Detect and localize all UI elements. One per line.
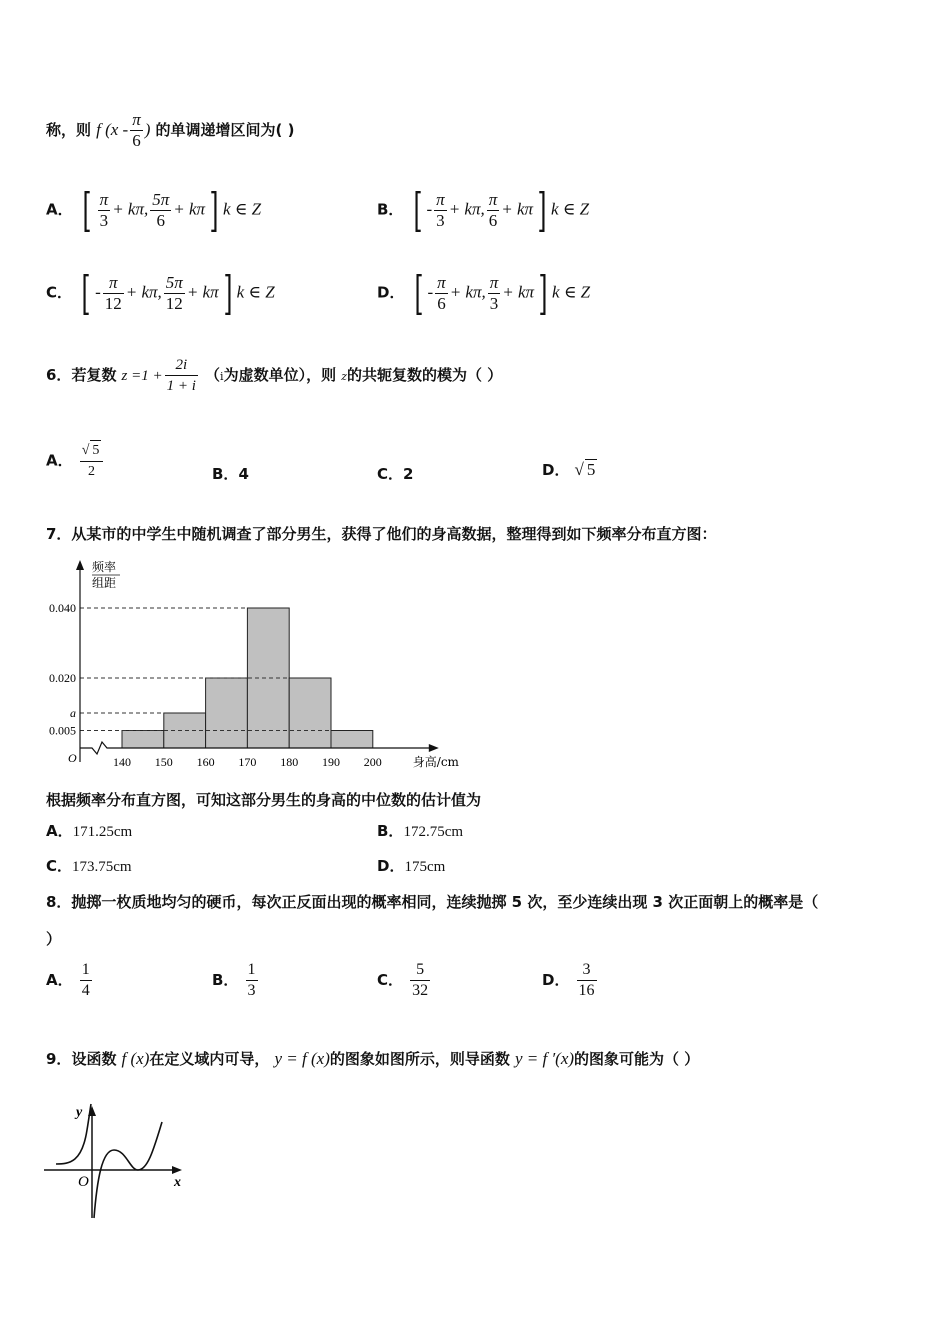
x-tick-label: 150: [154, 755, 173, 769]
histogram-bar: [206, 678, 248, 748]
q8-option-b[interactable]: B． $\frac{1}{3}$: [212, 961, 256, 999]
q6-option-d[interactable]: D． √ 5: [542, 460, 596, 479]
histogram-bar: [247, 608, 289, 748]
q5-option-b[interactable]: B． [ - $\frac{\pi}{3}$ + kπ, $\frac{\pi}{6}$ + kπ] k ∈ Z: [377, 183, 590, 237]
x-tick-label: 190: [322, 755, 340, 769]
q8-stem-line2: ）: [46, 930, 62, 948]
histogram-bar: [122, 731, 164, 749]
y-axis-label: y: [76, 1105, 83, 1120]
y-tick-label: 0.005: [49, 723, 76, 738]
q8-option-d[interactable]: D． $\frac{3}{16}$: [542, 961, 595, 999]
y-tick-label: 0.020: [49, 671, 76, 685]
q7-stem: 7．从某市的中学生中随机调查了部分男生，获得了他们的身高数据，整理得到如下频率分布直方图：: [46, 525, 717, 543]
q5-func-left: f (x -: [96, 120, 129, 139]
y-tick-label: 0.040: [49, 601, 76, 615]
histogram-chart: [38, 556, 478, 776]
x-axis-arrow-icon: [429, 744, 439, 752]
q6-option-a[interactable]: A． $\frac{√ 5}{2}$: [46, 440, 105, 482]
x-tick-label: 170: [238, 755, 257, 769]
x-tick-label: 160: [196, 755, 215, 769]
q6-option-c[interactable]: C．2: [377, 465, 414, 483]
x-axis-label: x: [174, 1175, 181, 1190]
q5-option-c[interactable]: C． [ - $\frac{\pi}{12}$ + kπ, $\frac{5\pi}{12}$ + kπ] k ∈ Z: [46, 266, 275, 320]
q8-option-a[interactable]: A． $\frac{1}{4}$: [46, 961, 90, 999]
function-graph: [40, 1100, 190, 1225]
origin-label: O: [68, 751, 77, 765]
q7-option-a[interactable]: A．171.25cm: [46, 822, 133, 840]
histogram-bar: [289, 678, 331, 748]
histogram-bar: [331, 731, 373, 749]
q7-option-c[interactable]: C．173.75cm: [46, 857, 132, 875]
q5-stem-prefix: 称，则: [46, 121, 92, 139]
origin-label: O: [78, 1174, 89, 1190]
curve-left-branch: [56, 1104, 91, 1164]
x-tick-label: 140: [113, 755, 131, 769]
q5-option-a[interactable]: A． [ $\frac{\pi}{3}$ + kπ, $\frac{5\pi}{6}$ + kπ] k ∈ Z: [46, 183, 262, 237]
y-axis-arrow-icon: [76, 560, 84, 570]
q5-option-d[interactable]: D． [ - $\frac{\pi}{6}$ + kπ, $\frac{\pi}{3}$ + kπ] k ∈ Z: [377, 266, 591, 320]
q7-follow: 根据频率分布直方图，可知这部分男生的身高的中位数的估计值为: [46, 791, 482, 809]
q9-stem: 9．设函数 f (x)在定义域内可导， y = f (x)的图象如图所示，则导函数 y = f ′(x)的图象可能为（ ）: [46, 1049, 700, 1068]
x-tick-label: 200: [363, 755, 382, 769]
q5-func-frac: $\frac{\pi}{6}$: [132, 110, 141, 150]
x-axis-arrow-icon: [172, 1166, 182, 1174]
x-axis-label: 身高/cm: [412, 755, 459, 769]
x-tick-label: 180: [280, 755, 299, 769]
y-axis-label-top: 频率: [92, 560, 117, 574]
q8-stem-line1: 8．抛掷一枚质地均匀的硬币，每次正反面出现的概率相同，连续抛掷 5 次，至少连续出现 3 次正面朝上的概率是（: [46, 893, 819, 911]
y-axis-label-bottom: 组距: [92, 576, 117, 590]
q6-stem: 6．若复数 z =1 + $\frac{2i}{1 + i}$ （i为虚数单位），则 z的共轭复数的模为（ ）: [46, 357, 503, 394]
y-tick-label: a: [70, 706, 76, 720]
q8-option-c[interactable]: C． $\frac{5}{32}$: [377, 961, 429, 999]
q5-stem: [46, 110, 294, 151]
q6-option-b[interactable]: B．4: [212, 465, 249, 483]
q5-func-right: ): [144, 120, 151, 139]
q5-stem-suffix: 的单调递增区间为( ): [155, 121, 295, 139]
q7-option-d[interactable]: D．175cm: [377, 857, 446, 875]
q7-option-b[interactable]: B．172.75cm: [377, 822, 464, 840]
